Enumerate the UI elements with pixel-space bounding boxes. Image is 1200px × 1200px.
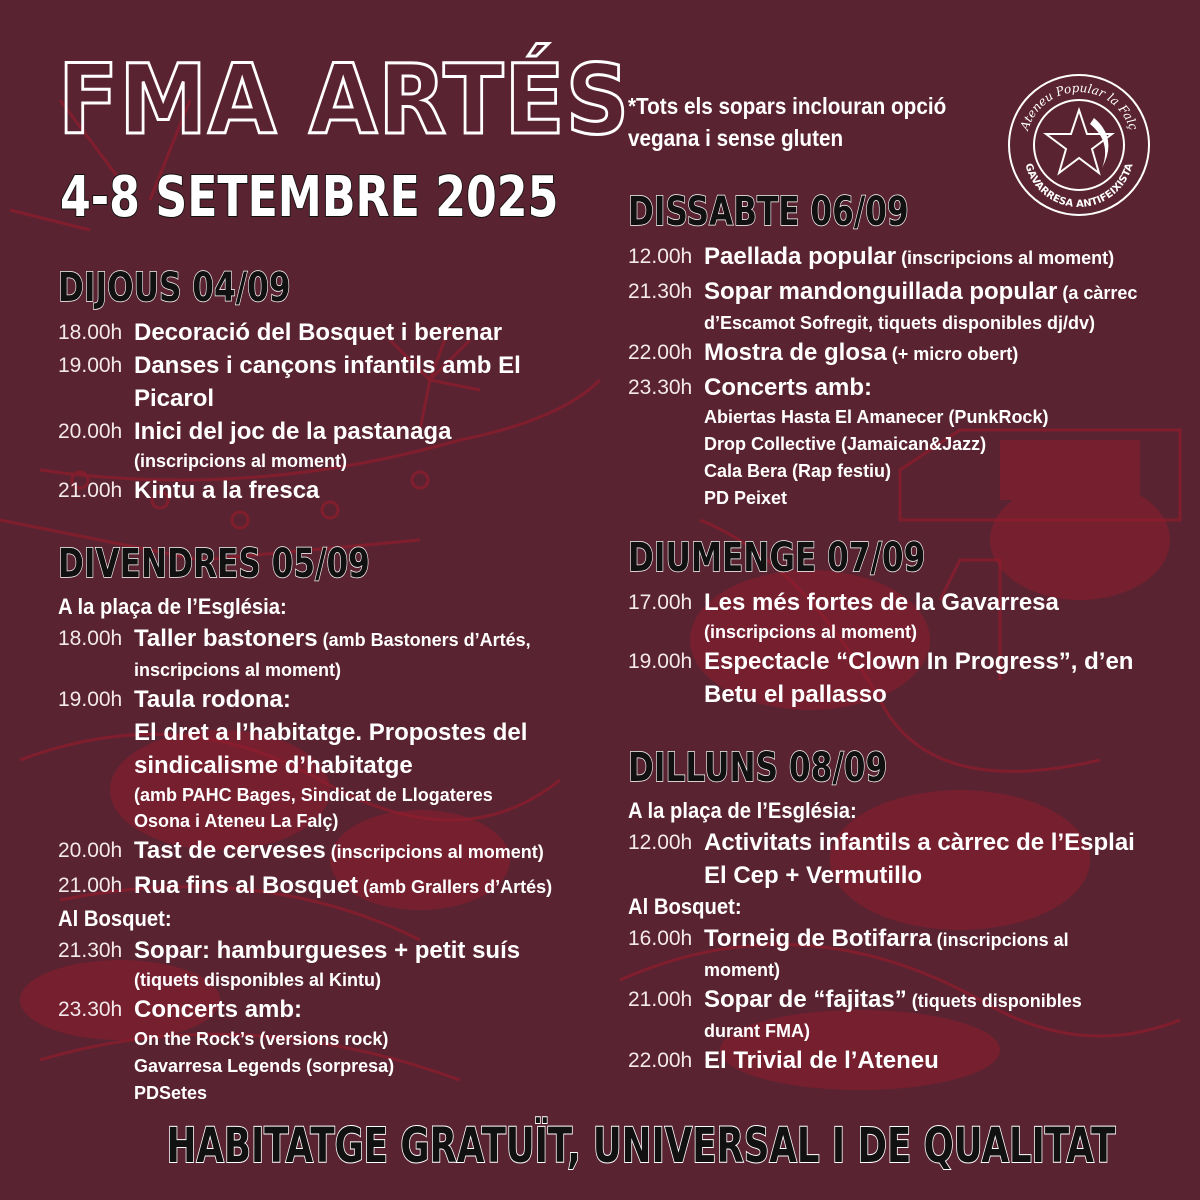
event-dates: 4-8 SETEMBRE 2025 (60, 165, 559, 230)
event-title: Paellada popular (704, 243, 897, 270)
event-time: 22.00h (628, 341, 693, 364)
day-dilluns (628, 746, 1168, 1077)
event-note: (inscripcions al moment) (134, 451, 348, 471)
event-title: Sopar: hamburgueses + petit suís (134, 937, 521, 964)
event-time: 23.30h (628, 376, 693, 399)
venue-heading: A la plaça de l’Església: (628, 798, 857, 823)
event-row (628, 1044, 1168, 1077)
event-title: Kintu a la fresca (134, 477, 320, 504)
event-inline-note: (amb Grallers d’Artés) (358, 877, 553, 897)
event-title: Torneig de Botifarra (704, 925, 932, 952)
day-dijous (58, 266, 598, 507)
event-time: 12.00h (628, 831, 693, 854)
band-item: PDSetes (134, 1083, 208, 1103)
event-inline-note: (+ micro obert) (886, 344, 1019, 364)
event-note: d’Escamot Sofregit, tiquets disponibles dj/dv) (704, 313, 1096, 333)
event-inline-note: (inscripcions al moment) (325, 842, 544, 862)
event-row (58, 934, 598, 993)
event-title: Tast de cerveses (134, 837, 326, 864)
event-title: Mostra de glosa (704, 339, 887, 366)
event-title: El Trivial de l’Ateneu (704, 1047, 939, 1074)
event-time: 21.00h (628, 988, 693, 1011)
dietary-note-line1: *Tots els sopars inclouran opció (628, 93, 947, 119)
event-inline-note: (tiquets disponibles (906, 991, 1082, 1011)
event-time: 21.30h (628, 280, 693, 303)
event-time: 21.00h (58, 479, 123, 502)
event-row (628, 371, 1168, 512)
event-row (58, 415, 598, 474)
event-title: Sopar de “fajitas” (704, 986, 907, 1013)
event-inline-note: (amb Bastoners d’Artés, (317, 630, 531, 650)
event-title: Espectacle “Clown In Progress”, d’en Betu el pallasso (704, 648, 1134, 708)
event-time: 19.00h (628, 650, 693, 673)
day-title: DILLUNS 08/09 (628, 745, 888, 791)
day-title: DIUMENGE 07/09 (628, 535, 926, 581)
event-time: 12.00h (628, 245, 693, 268)
event-inline-note: (inscripcions al (931, 930, 1069, 950)
venue-heading: Al Bosquet: (628, 894, 742, 919)
footer-slogan (0, 1118, 1200, 1174)
event-title: Inici del joc de la pastanaga (134, 418, 452, 445)
event-time: 21.30h (58, 939, 123, 962)
event-time: 20.00h (58, 839, 123, 862)
day-diumenge (628, 536, 1168, 711)
event-note: durant FMA) (704, 1021, 810, 1041)
event-subtitle: El dret a l’habitatge. Propostes del sindicalisme d’habitatge (134, 719, 528, 779)
dietary-note-line2: vegana i sense gluten (628, 125, 844, 151)
band-item: Cala Bera (Rap festiu) (704, 461, 892, 481)
event-row (628, 275, 1168, 336)
event-row (58, 316, 598, 349)
event-title: Decoració del Bosquet i berenar (134, 319, 503, 346)
event-row (628, 983, 1168, 1044)
band-item: Drop Collective (Jamaican&Jazz) (704, 434, 987, 454)
event-row (628, 645, 1168, 711)
event-row (58, 834, 598, 869)
event-row (628, 240, 1168, 275)
band-item: PD Peixet (704, 488, 788, 508)
event-inline-note: (inscripcions al moment) (896, 248, 1115, 268)
event-time: 19.00h (58, 688, 123, 711)
event-row (58, 622, 598, 683)
event-note: inscripcions al moment) (134, 660, 342, 680)
day-title: DIJOUS 04/09 (58, 265, 291, 311)
event-note: moment) (704, 960, 780, 980)
event-title: Danses i cançons infantils amb El Picarol (134, 352, 521, 412)
logo-text-top: Ateneu Popular la Falç (1017, 80, 1141, 132)
event-title: Sopar mandonguillada popular (704, 278, 1058, 305)
event-title: Concerts amb: (134, 996, 303, 1023)
event-title: Taula rodona: (134, 686, 291, 713)
event-time: 18.00h (58, 321, 123, 344)
event-row (58, 474, 598, 507)
event-time: 21.00h (58, 874, 123, 897)
day-dissabte (628, 190, 1168, 512)
footer-slogan-text: HABITATGE GRATUÏT, UNIVERSAL I DE QUALITAT (166, 1118, 1116, 1174)
event-title: FMA ARTÉS (58, 44, 631, 156)
event-row (58, 993, 598, 1107)
event-time: 20.00h (58, 420, 123, 443)
event-title: Rua fins al Bosquet (134, 872, 359, 899)
event-row (58, 349, 598, 415)
event-row (628, 826, 1168, 892)
day-divendres (58, 542, 598, 1107)
event-time: 19.00h (58, 354, 123, 377)
band-item: On the Rock’s (versions rock) (134, 1029, 389, 1049)
day-title: DISSABTE 06/09 (628, 189, 909, 235)
event-title: Concerts amb: (704, 374, 873, 401)
event-row (628, 336, 1168, 371)
event-time: 23.30h (58, 998, 123, 1021)
event-note: (inscripcions al moment) (704, 622, 918, 642)
star-and-sickle-icon (1046, 110, 1112, 173)
event-title: Taller bastoners (134, 625, 318, 652)
venue-heading: A la plaça de l’Església: (58, 594, 287, 619)
logo-text-bottom: GAVARRESA ANTIFEIXISTA (1022, 162, 1136, 211)
event-inline-note: (a càrrec (1057, 283, 1138, 303)
event-title: Activitats infantils a càrrec de l’Esplai El Cep + Vermutillo (704, 829, 1135, 889)
event-row (628, 922, 1168, 983)
band-item: Abiertas Hasta El Amanecer (PunkRock) (704, 407, 1049, 427)
event-row (58, 683, 598, 834)
event-row (58, 869, 598, 904)
event-time: 17.00h (628, 591, 693, 614)
day-title: DIVENDRES 05/09 (58, 541, 370, 587)
event-time: 22.00h (628, 1049, 693, 1072)
dietary-note (628, 90, 946, 154)
venue-heading: Al Bosquet: (58, 906, 172, 931)
event-row (628, 586, 1168, 645)
event-note: (amb PAHC Bages, Sindicat de Llogateres Osona i Ateneu La Falç) (134, 785, 493, 831)
event-note: (tiquets disponibles al Kintu) (134, 970, 381, 990)
event-time: 18.00h (58, 627, 123, 650)
band-item: Gavarresa Legends (sorpresa) (134, 1056, 395, 1076)
event-time: 16.00h (628, 927, 693, 950)
event-title: Les més fortes de la Gavarresa (704, 589, 1059, 616)
